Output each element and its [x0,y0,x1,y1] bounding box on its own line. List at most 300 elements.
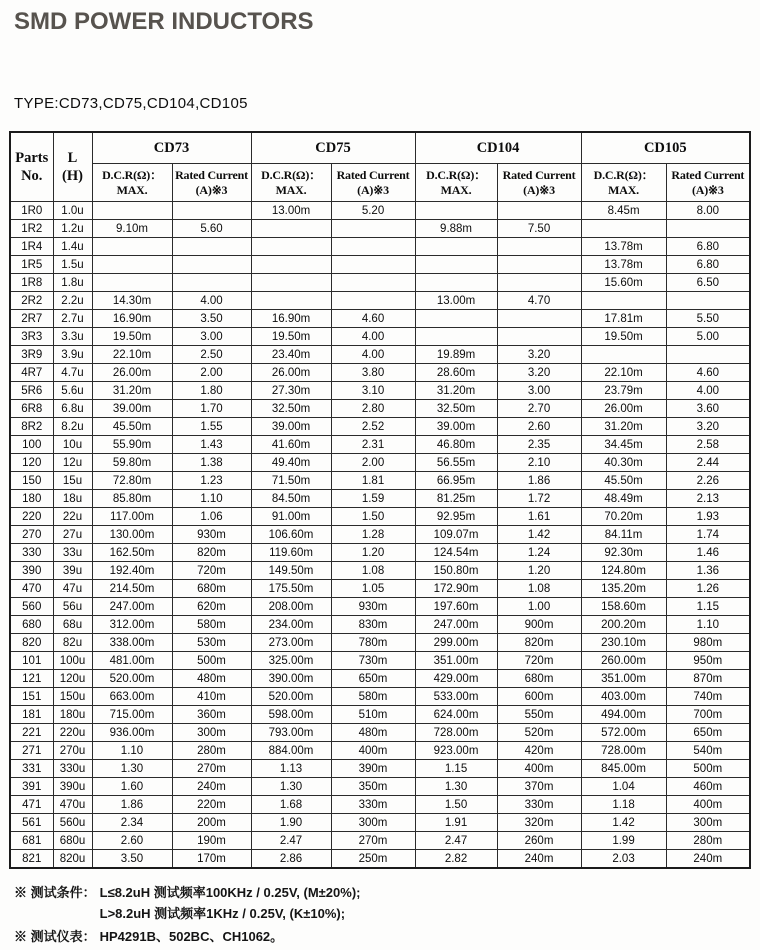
table-row [10,274,750,292]
inductance-cell: 1.5u [53,256,92,274]
table-row [10,382,750,400]
cd104-dcr-cell: 56.55m [415,454,497,472]
cd104-rated-cell: 260m [497,832,581,850]
cd75-dcr-cell: 598.00m [251,706,331,724]
group-header-cd75: CD75 [251,132,415,164]
parts-no-cell: 2R7 [10,310,53,328]
cd75-dcr-cell: 149.50m [251,562,331,580]
cd104-dcr-header [415,164,497,202]
cd105-rated-cell: 1.74 [666,526,750,544]
inductance-cell: 8.2u [53,418,92,436]
cd73-dcr-cell: 55.90m [92,436,172,454]
cd104-rated-cell [497,202,581,220]
parts-no-cell: 5R6 [10,382,53,400]
cd75-dcr-cell: 106.60m [251,526,331,544]
table-row [10,202,750,220]
cd104-rated-cell: 680m [497,670,581,688]
inductance-cell: 1.8u [53,274,92,292]
page-title: SMD POWER INDUCTORS [14,8,314,35]
note-line: HP4291B、502BC、CH1062。 [99,929,284,944]
table-row [10,526,750,544]
table-row [10,544,750,562]
cd104-dcr-cell [415,238,497,256]
table-row [10,814,750,832]
table-row [10,238,750,256]
parts-header-line2: No. [21,168,43,184]
table-row [10,832,750,850]
cd75-dcr-cell: 273.00m [251,634,331,652]
cd75-dcr-cell: 2.47 [251,832,331,850]
sub-header-row [10,164,750,202]
cd73-dcr-cell: 31.20m [92,382,172,400]
cd105-rated-cell: 1.36 [666,562,750,580]
inductance-cell: 39u [53,562,92,580]
rated-label-line1: Rated Current [502,167,576,182]
cd105-dcr-cell: 84.11m [581,526,666,544]
table-row [10,760,750,778]
cd75-rated-cell: 5.20 [331,202,415,220]
cd105-rated-cell: 1.10 [666,616,750,634]
table-row [10,328,750,346]
cd73-dcr-cell: 19.50m [92,328,172,346]
cd73-dcr-header [92,164,172,202]
table-row [10,616,750,634]
rated-label-line1: Rated Current [671,167,745,182]
cd105-dcr-cell: 403.00m [581,688,666,706]
inductance-cell: 330u [53,760,92,778]
cd75-rated-cell: 3.10 [331,382,415,400]
inductance-cell: 15u [53,472,92,490]
cd73-rated-cell: 1.38 [172,454,251,472]
table-row [10,454,750,472]
cd104-rated-current-header [497,164,581,202]
note-test-instruments [14,926,361,947]
cd104-dcr-cell: 32.50m [415,400,497,418]
inductance-cell: 820u [53,850,92,869]
dcr-label-line1: D.C.R(Ω)： [261,167,321,182]
inductance-cell: 1.4u [53,238,92,256]
cd73-dcr-cell: 14.30m [92,292,172,310]
cd73-dcr-cell: 715.00m [92,706,172,724]
parts-no-cell: 121 [10,670,53,688]
cd104-rated-cell: 1.00 [497,598,581,616]
cd73-rated-cell: 3.50 [172,310,251,328]
cd104-rated-cell: 1.08 [497,580,581,598]
cd105-dcr-cell: 845.00m [581,760,666,778]
cd104-dcr-cell: 533.00m [415,688,497,706]
cd75-rated-cell: 2.00 [331,454,415,472]
cd73-rated-cell: 620m [172,598,251,616]
cd104-dcr-cell: 39.00m [415,418,497,436]
cd75-dcr-cell: 1.90 [251,814,331,832]
cd75-rated-cell: 830m [331,616,415,634]
cd75-rated-cell: 390m [331,760,415,778]
cd75-dcr-cell: 1.30 [251,778,331,796]
cd105-rated-cell: 2.44 [666,454,750,472]
cd105-dcr-cell: 8.45m [581,202,666,220]
parts-no-cell: 6R8 [10,400,53,418]
cd75-dcr-cell: 41.60m [251,436,331,454]
inductance-cell: 3.3u [53,328,92,346]
inductance-cell: 680u [53,832,92,850]
table-row [10,256,750,274]
cd104-rated-cell: 3.00 [497,382,581,400]
cd104-dcr-cell: 429.00m [415,670,497,688]
cd75-dcr-cell: 71.50m [251,472,331,490]
cd73-dcr-cell: 45.50m [92,418,172,436]
cd73-rated-cell: 4.00 [172,292,251,310]
cd73-rated-cell: 270m [172,760,251,778]
cd75-dcr-cell: 884.00m [251,742,331,760]
parts-no-cell: 120 [10,454,53,472]
cd105-rated-cell [666,220,750,238]
parts-no-cell: 821 [10,850,53,869]
cd73-dcr-cell: 1.10 [92,742,172,760]
cd104-dcr-cell: 172.90m [415,580,497,598]
group-header-row [10,132,750,164]
cd104-dcr-cell [415,256,497,274]
cd75-rated-cell: 510m [331,706,415,724]
cd105-dcr-cell: 48.49m [581,490,666,508]
inductance-cell: 1.0u [53,202,92,220]
table-row [10,472,750,490]
cd73-dcr-cell: 520.00m [92,670,172,688]
cd75-dcr-cell [251,292,331,310]
cd104-rated-cell: 1.20 [497,562,581,580]
cd105-dcr-cell: 260.00m [581,652,666,670]
cd105-dcr-cell: 200.20m [581,616,666,634]
inductance-cell: 10u [53,436,92,454]
cd75-dcr-cell [251,238,331,256]
table-row [10,346,750,364]
inductance-cell: 470u [53,796,92,814]
cd105-rated-cell: 4.00 [666,382,750,400]
cd75-dcr-cell: 208.00m [251,598,331,616]
cd105-rated-cell: 6.80 [666,256,750,274]
cd75-rated-cell: 4.00 [331,328,415,346]
cd75-dcr-cell: 119.60m [251,544,331,562]
inductance-cell: 2.2u [53,292,92,310]
table-row [10,418,750,436]
table-row [10,652,750,670]
note-body [100,882,361,924]
parts-no-cell: 391 [10,778,53,796]
inductance-cell: 560u [53,814,92,832]
cd75-rated-cell: 1.59 [331,490,415,508]
inductance-cell: 27u [53,526,92,544]
parts-no-cell: 180 [10,490,53,508]
cd104-rated-cell: 320m [497,814,581,832]
cd73-rated-cell [172,274,251,292]
cd75-dcr-cell: 19.50m [251,328,331,346]
cd105-dcr-cell: 92.30m [581,544,666,562]
cd104-dcr-cell: 46.80m [415,436,497,454]
cd104-rated-cell: 7.50 [497,220,581,238]
cd75-dcr-cell: 325.00m [251,652,331,670]
parts-no-cell: 181 [10,706,53,724]
inductance-cell: 82u [53,634,92,652]
cd104-dcr-cell: 728.00m [415,724,497,742]
parts-no-cell: 561 [10,814,53,832]
cd73-rated-cell: 170m [172,850,251,869]
cd105-dcr-cell: 124.80m [581,562,666,580]
inductance-cell: 1.2u [53,220,92,238]
parts-no-cell: 4R7 [10,364,53,382]
table-row [10,724,750,742]
cd75-rated-cell [331,238,415,256]
cd104-dcr-cell: 923.00m [415,742,497,760]
cd105-dcr-cell: 230.10m [581,634,666,652]
cd75-dcr-cell: 16.90m [251,310,331,328]
type-list: TYPE:CD73,CD75,CD104,CD105 [14,95,248,112]
group-header-cd104: CD104 [415,132,581,164]
cd104-dcr-cell: 81.25m [415,490,497,508]
cd73-dcr-cell: 3.50 [92,850,172,869]
cd105-rated-cell: 460m [666,778,750,796]
cd104-rated-cell: 420m [497,742,581,760]
cd75-dcr-cell: 793.00m [251,724,331,742]
cd73-rated-cell: 220m [172,796,251,814]
cd105-rated-cell: 3.20 [666,418,750,436]
cd75-dcr-cell: 23.40m [251,346,331,364]
cd75-rated-cell: 4.00 [331,346,415,364]
table-row [10,400,750,418]
parts-no-cell: 1R4 [10,238,53,256]
cd73-dcr-cell: 2.34 [92,814,172,832]
group-header-cd73: CD73 [92,132,251,164]
note-line: L≤8.2uH 测试频率100KHz / 0.25V, (M±20%); [99,885,361,900]
cd104-dcr-cell [415,202,497,220]
cd104-dcr-cell [415,310,497,328]
cd75-dcr-cell: 39.00m [251,418,331,436]
cd105-rated-cell: 8.00 [666,202,750,220]
table-row [10,850,750,869]
cd104-rated-cell: 1.42 [497,526,581,544]
parts-no-cell: 681 [10,832,53,850]
cd73-rated-cell [172,238,251,256]
cd104-rated-cell: 400m [497,760,581,778]
cd104-rated-cell: 4.70 [497,292,581,310]
table-row [10,742,750,760]
cd73-rated-cell: 360m [172,706,251,724]
cd73-dcr-cell: 130.00m [92,526,172,544]
cd104-dcr-cell [415,328,497,346]
cd73-rated-cell: 1.23 [172,472,251,490]
cd75-dcr-cell: 26.00m [251,364,331,382]
cd105-dcr-cell: 1.99 [581,832,666,850]
col-header-inductance [53,132,92,202]
group-header-cd105: CD105 [581,132,750,164]
cd73-rated-cell: 820m [172,544,251,562]
inductance-cell: 12u [53,454,92,472]
cd75-dcr-header [251,164,331,202]
cd73-dcr-cell: 1.86 [92,796,172,814]
cd73-dcr-cell: 312.00m [92,616,172,634]
cd105-dcr-cell: 494.00m [581,706,666,724]
cd73-dcr-cell [92,202,172,220]
parts-header-line1: Parts [15,149,49,166]
cd73-dcr-cell: 39.00m [92,400,172,418]
cd73-dcr-cell: 481.00m [92,652,172,670]
cd73-rated-cell: 530m [172,634,251,652]
cd105-dcr-cell: 34.45m [581,436,666,454]
inductance-cell: 150u [53,688,92,706]
cd73-rated-cell: 1.06 [172,508,251,526]
parts-no-cell: 471 [10,796,53,814]
cd105-dcr-cell: 15.60m [581,274,666,292]
cd104-dcr-cell: 150.80m [415,562,497,580]
cd75-dcr-cell: 520.00m [251,688,331,706]
col-header-parts-no [10,132,53,202]
cd105-dcr-cell [581,346,666,364]
cd75-rated-cell: 650m [331,670,415,688]
dcr-label-line2: MAX. [116,182,148,197]
inductance-cell: 56u [53,598,92,616]
cd104-dcr-cell: 1.15 [415,760,497,778]
inductance-cell: 18u [53,490,92,508]
cd104-rated-cell: 330m [497,796,581,814]
cd105-rated-cell: 2.13 [666,490,750,508]
cd104-rated-cell [497,310,581,328]
cd104-dcr-cell: 299.00m [415,634,497,652]
cd104-rated-cell: 2.35 [497,436,581,454]
cd105-dcr-cell: 1.18 [581,796,666,814]
cd104-rated-cell: 3.20 [497,364,581,382]
cd73-dcr-cell: 162.50m [92,544,172,562]
cd105-dcr-cell: 572.00m [581,724,666,742]
cd75-dcr-cell: 13.00m [251,202,331,220]
cd75-rated-cell: 1.08 [331,562,415,580]
table-row [10,580,750,598]
inductance-cell: 4.7u [53,364,92,382]
cd104-rated-cell: 600m [497,688,581,706]
parts-no-cell: 390 [10,562,53,580]
cd75-dcr-cell [251,220,331,238]
cd73-dcr-cell: 16.90m [92,310,172,328]
rated-label-line2: (A)※3 [195,182,228,197]
parts-no-cell: 330 [10,544,53,562]
cd75-rated-cell: 1.28 [331,526,415,544]
cd105-rated-cell: 240m [666,850,750,869]
inductance-cell: 100u [53,652,92,670]
cd73-rated-cell: 5.60 [172,220,251,238]
cd73-rated-cell: 1.80 [172,382,251,400]
cd75-dcr-cell: 27.30m [251,382,331,400]
parts-no-cell: 1R0 [10,202,53,220]
dcr-label-line2: MAX. [440,182,472,197]
cd105-dcr-cell: 351.00m [581,670,666,688]
cd73-rated-cell: 410m [172,688,251,706]
cd105-dcr-cell: 2.03 [581,850,666,869]
cd75-dcr-cell: 234.00m [251,616,331,634]
cd104-rated-cell [497,238,581,256]
cd104-rated-cell: 1.61 [497,508,581,526]
inductance-cell: 6.8u [53,400,92,418]
table-row [10,562,750,580]
dcr-label-line2: MAX. [608,182,639,197]
cd104-rated-cell: 1.24 [497,544,581,562]
inductance-cell: 33u [53,544,92,562]
cd105-rated-cell: 700m [666,706,750,724]
cd73-dcr-cell [92,256,172,274]
cd73-dcr-cell: 247.00m [92,598,172,616]
table-row [10,490,750,508]
cd75-dcr-cell [251,274,331,292]
cd104-rated-cell: 720m [497,652,581,670]
cd73-rated-cell: 1.70 [172,400,251,418]
cd105-rated-cell [666,346,750,364]
cd105-dcr-cell: 1.42 [581,814,666,832]
cd73-rated-cell: 930m [172,526,251,544]
rated-label-line2: (A)※3 [691,182,724,197]
cd105-dcr-cell: 31.20m [581,418,666,436]
cd73-rated-cell [172,256,251,274]
cd105-rated-cell: 650m [666,724,750,742]
cd75-rated-cell: 580m [331,688,415,706]
cd104-rated-cell [497,274,581,292]
cd105-rated-cell: 870m [666,670,750,688]
cd73-dcr-cell: 22.10m [92,346,172,364]
cd75-rated-cell: 930m [331,598,415,616]
table-row [10,796,750,814]
cd104-dcr-cell: 31.20m [415,382,497,400]
cd75-rated-cell: 330m [331,796,415,814]
cd75-rated-current-header [331,164,415,202]
l-header-line2: (H) [62,168,83,184]
cd104-rated-cell: 2.10 [497,454,581,472]
cd75-dcr-cell: 49.40m [251,454,331,472]
cd104-dcr-cell: 247.00m [415,616,497,634]
inductance-cell: 120u [53,670,92,688]
cd104-rated-cell: 550m [497,706,581,724]
cd73-dcr-cell: 2.60 [92,832,172,850]
cd105-dcr-cell: 22.10m [581,364,666,382]
inductance-cell: 22u [53,508,92,526]
cd105-dcr-cell: 13.78m [581,238,666,256]
cd104-rated-cell [497,256,581,274]
cd75-rated-cell: 300m [331,814,415,832]
cd105-rated-cell: 5.50 [666,310,750,328]
cd104-dcr-cell: 1.50 [415,796,497,814]
cd75-rated-cell: 2.80 [331,400,415,418]
cd104-dcr-cell: 9.88m [415,220,497,238]
parts-no-cell: 101 [10,652,53,670]
cd73-dcr-cell: 214.50m [92,580,172,598]
cd105-dcr-cell: 23.79m [581,382,666,400]
cd75-rated-cell: 250m [331,850,415,869]
cd75-rated-cell: 1.05 [331,580,415,598]
dcr-label-line1: D.C.R(Ω)： [593,167,654,182]
cd73-dcr-cell: 1.60 [92,778,172,796]
cd105-dcr-cell: 728.00m [581,742,666,760]
inductance-cell: 180u [53,706,92,724]
cd73-rated-cell: 240m [172,778,251,796]
table-body [10,202,750,869]
cd75-rated-cell: 4.60 [331,310,415,328]
cd104-dcr-cell [415,274,497,292]
cd105-rated-cell: 400m [666,796,750,814]
cd104-rated-cell: 2.60 [497,418,581,436]
table-row [10,598,750,616]
inductance-cell: 220u [53,724,92,742]
note-test-conditions [14,882,361,924]
rated-label-line2: (A)※3 [523,182,555,197]
cd75-rated-cell: 2.52 [331,418,415,436]
cd73-dcr-cell: 117.00m [92,508,172,526]
inductance-cell: 390u [53,778,92,796]
cd73-dcr-cell [92,274,172,292]
cd75-rated-cell: 730m [331,652,415,670]
